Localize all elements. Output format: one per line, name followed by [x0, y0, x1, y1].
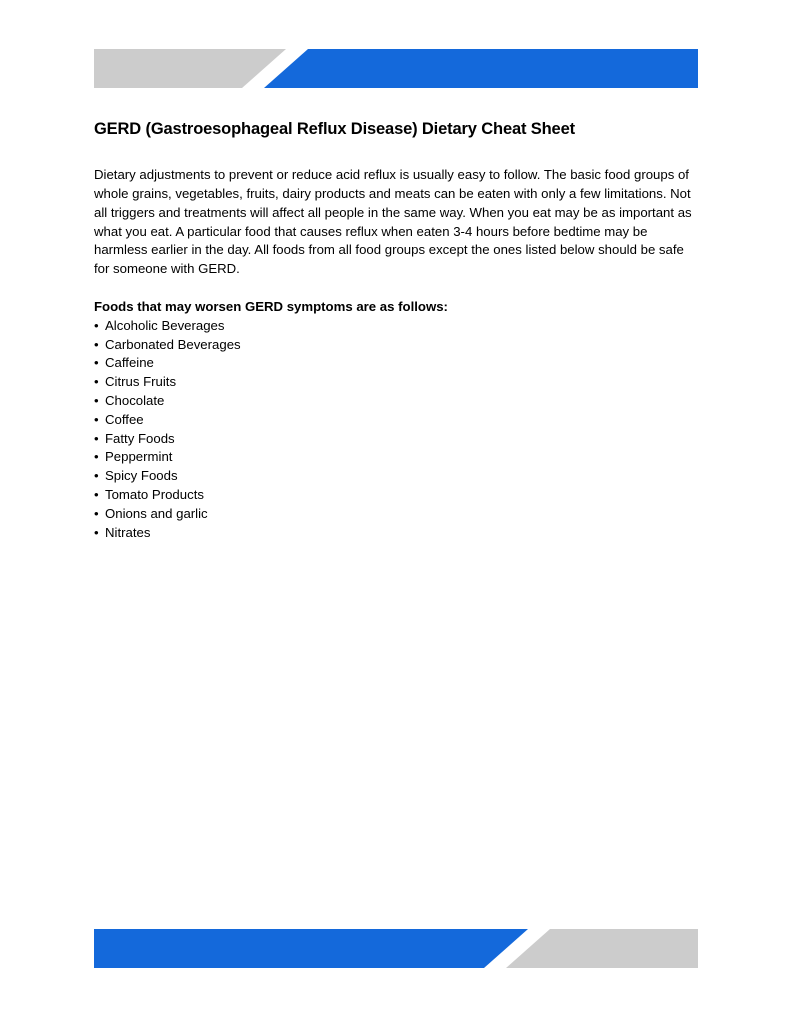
page-title: GERD (Gastroesophageal Reflux Disease) Dietary Cheat Sheet — [94, 120, 575, 138]
list-item-label: Caffeine — [105, 355, 154, 371]
list-item-label: Citrus Fruits — [105, 374, 177, 390]
trigger-foods-heading: Foods that may worsen GERD symptoms are as follows: — [94, 299, 448, 315]
list-item-label: Onions and garlic — [105, 505, 208, 521]
list-item — [94, 524, 694, 543]
bullet-icon: • — [94, 355, 99, 371]
list-item — [94, 392, 694, 411]
bullet-icon: • — [94, 430, 99, 446]
list-item — [94, 336, 694, 355]
list-item — [94, 486, 694, 505]
footer-banner — [94, 929, 698, 968]
list-item-label: Fatty Foods — [105, 430, 175, 446]
list-item — [94, 317, 694, 336]
list-item-label: Coffee — [105, 411, 144, 427]
bullet-icon: • — [94, 393, 99, 409]
list-item — [94, 467, 694, 486]
bullet-icon: • — [94, 411, 99, 427]
header-banner — [94, 49, 698, 88]
list-item — [94, 448, 694, 467]
list-item — [94, 411, 694, 430]
bullet-icon: • — [94, 487, 99, 503]
list-item-label: Carbonated Beverages — [105, 336, 241, 352]
bullet-icon: • — [94, 317, 99, 333]
list-item-label: Tomato Products — [105, 487, 204, 503]
bullet-icon: • — [94, 336, 99, 352]
document-content — [94, 118, 694, 542]
list-item-label: Nitrates — [105, 524, 151, 540]
header-gray-shape — [94, 49, 286, 88]
list-item-label: Spicy Foods — [105, 468, 178, 484]
list-item — [94, 430, 694, 449]
intro-paragraph: Dietary adjustments to prevent or reduce acid reflux is usually easy to follow. The basic food groups of whole grains, vegetables, fruits, dairy products and meats can be eaten with only a few limitations. Not all triggers and treatments will affect all people in the same way. When you eat may be as important as what you eat. A particular food that causes reflux when eaten 3-4 hours before bedtime may be harmless earlier in the day. All foods from all food groups except the ones listed below should be safe for someone with GERD. — [94, 167, 692, 277]
trigger-foods-list — [94, 317, 694, 543]
list-item — [94, 373, 694, 392]
header-blue-shape — [264, 49, 698, 88]
list-item-label: Chocolate — [105, 393, 165, 409]
bullet-icon: • — [94, 468, 99, 484]
bullet-icon: • — [94, 449, 99, 465]
footer-banner-graphic — [94, 929, 698, 968]
footer-blue-shape — [94, 929, 528, 968]
list-item-label: Alcoholic Beverages — [105, 317, 225, 333]
header-banner-graphic — [94, 49, 698, 88]
bullet-icon: • — [94, 505, 99, 521]
footer-gray-shape — [506, 929, 698, 968]
list-item — [94, 354, 694, 373]
bullet-icon: • — [94, 524, 99, 540]
list-item-label: Peppermint — [105, 449, 173, 465]
list-item — [94, 505, 694, 524]
bullet-icon: • — [94, 374, 99, 390]
